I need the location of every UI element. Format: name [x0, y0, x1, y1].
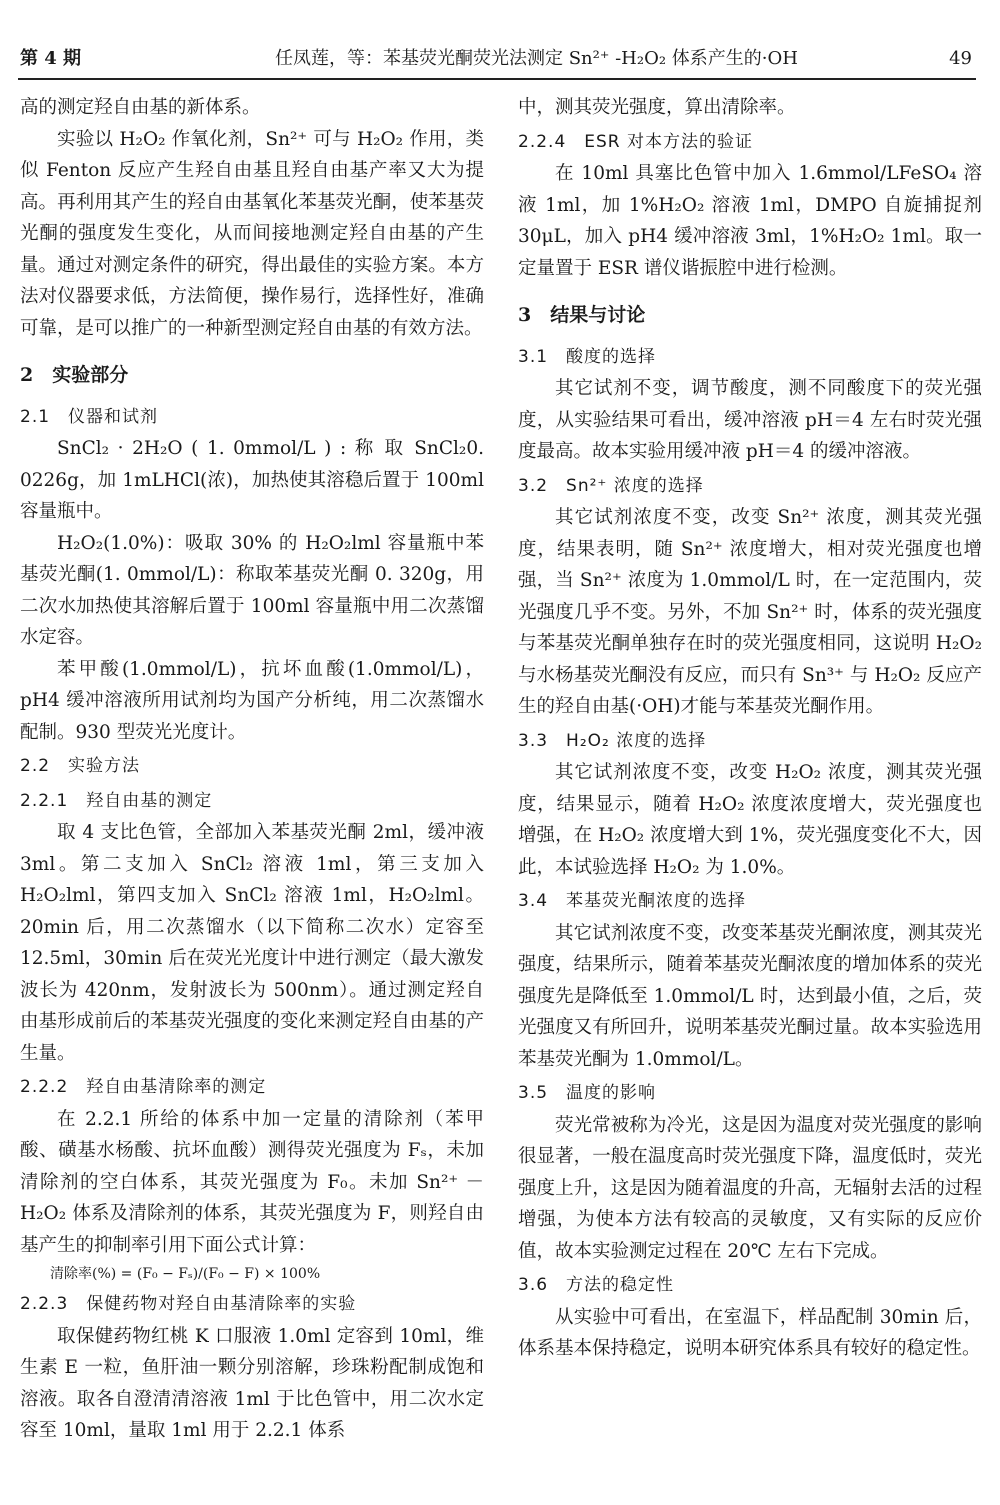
inhibition-rate-formula: 清除率(%) = (F₀ − Fₛ)/(F₀ − F) × 100% — [50, 1266, 321, 1282]
subsection-2-2-heading: 2.2 实验方法 — [20, 756, 141, 776]
subsection-3-5-heading: 3.5 温度的影响 — [518, 1083, 657, 1103]
running-header — [20, 44, 972, 74]
issue-number: 第 4 期 — [20, 48, 82, 69]
paragraph-2-2-2: 在 2.2.1 所给的体系中加一定量的清除剂（苯甲酸、磺基水杨酸、抗坏血酸）测得荧光强度为 Fₛ，未加清除剂的空白体系，其荧光强度为 F₀。未加 Sn²⁺ － H₂O₂ 体系及清除剂的体系，其荧光强度为 F，则羟自由基产生的抑制率引用下面公式计算： — [20, 1108, 484, 1256]
page-number: 49 — [949, 48, 972, 69]
intro-paragraph: 实验以 H₂O₂ 作氧化剂，Sn²⁺ 可与 H₂O₂ 作用，类似 Fenton 反应产生羟自由基且羟自由基产率又大为提高。再利用其产生的羟自由基氧化苯基荧光酮，使苯基荧光酮的强度发生变化，从而间接地测定羟自由基的产生量。通过对测定条件的研究，得出最佳的实验方案。本方法对仪器要求低，方法简便，操作易行，选择性好，准确可靠，是可以推广的一种新型测定羟自由基的有效方法。 — [20, 128, 484, 339]
subsection-3-3-heading: 3.3 H₂O₂ 浓度的选择 — [518, 730, 707, 751]
paragraph-2-2-3: 取保健药物红桃 K 口服液 1.0ml 定容到 10ml，维生素 E 一粒，鱼肝油一颗分别溶解，珍珠粉配制成饱和溶液。取各自澄清清溶液 1ml 于比色管中，用二次水定容至 10ml，量取 1ml 用于 2.2.1 体系 — [20, 1325, 484, 1441]
section-2-heading: 2 实验部分 — [20, 364, 129, 386]
left-column — [20, 92, 484, 1447]
subsection-2-2-3-heading: 2.2.3 保健药物对羟自由基清除率的实验 — [20, 1294, 357, 1314]
paragraph-2-2-3-continued: 中，测其荧光强度，算出清除率。 — [518, 97, 796, 118]
subsection-2-2-4-heading: 2.2.4 ESR 对本方法的验证 — [518, 131, 754, 152]
subsection-3-2-heading: 3.2 Sn²⁺ 浓度的选择 — [518, 475, 704, 496]
paragraph-3-4: 其它试剂浓度不变，改变苯基荧光酮浓度，测其荧光强度，结果所示，随着苯基荧光酮浓度的增加体系的荧光强度先是降低至 1.0mmol/L 时，达到最小值，之后，荧光强度又有所回升，说明苯基荧光酮过量。故本实验选用苯基荧光酮为 1.0mmol/L。 — [518, 922, 982, 1070]
paragraph-2-1-c: 苯甲酸(1.0mmol/L)，抗坏血酸(1.0mmol/L)，pH4 缓冲溶液所用试剂均为国产分析纯，用二次蒸馏水配制。930 型荧光光度计。 — [20, 658, 484, 743]
subsection-3-1-heading: 3.1 酸度的选择 — [518, 346, 657, 367]
paragraph-3-5: 荧光常被称为冷光，这是因为温度对荧光强度的影响很显著，一般在温度高时荧光强度下降，温度低时，荧光强度上升，这是因为随着温度的升高，无辐射去活的过程增强，为使本方法有较高的灵敏度，又有实际的反应价值，故本实验测定过程在 20℃ 左右下完成。 — [518, 1114, 982, 1262]
subsection-2-1-heading: 2.1 仪器和试剂 — [20, 406, 159, 427]
paragraph-2-1-b: H₂O₂(1.0%)：吸取 30% 的 H₂O₂lml 容量瓶中苯基荧光酮(1. 0mmol/L)：称取苯基荧光酮 0. 320g，用二次水加热使其溶解后置于 100ml 容量瓶中用二次蒸馏水定容。 — [20, 532, 484, 648]
header-rule — [18, 78, 976, 80]
paragraph-3-3: 其它试剂浓度不变，改变 H₂O₂ 浓度，测其荧光强度，结果显示，随着 H₂O₂ 浓度浓度增大，荧光强度也增强，在 H₂O₂ 浓度增大到 1%，荧光强度变化不大，因此，本试验选择 H₂O₂ 为 1.0%。 — [518, 762, 982, 878]
subsection-2-2-2-heading: 2.2.2 羟自由基清除率的测定 — [20, 1077, 267, 1097]
subsection-3-4-heading: 3.4 苯基荧光酮浓度的选择 — [518, 891, 747, 911]
paragraph-2-2-1: 取 4 支比色管，全部加入苯基荧光酮 2ml，缓冲液 3ml。第二支加入 SnCl₂ 溶液 1ml，第三支加入 H₂O₂lml，第四支加入 SnCl₂ 溶液 1ml，H₂O₂lml。20min 后，用二次蒸馏水（以下简称二次水）定容至 12.5ml，30min 后在荧光光度计中进行测定（最大激发波长为 420nm，发射波长为 500nm）。通过测定羟自由基形成前后的苯基荧光强度的变化来测定羟自由基的产生量。 — [20, 822, 484, 1064]
paragraph-2-1-a: SnCl₂ · 2H₂O ( 1. 0mmol/L ) : 称 取 SnCl₂0. 0226g，加 1mLHCl(浓)，加热使其溶稳后置于 100ml 容量瓶中。 — [20, 438, 484, 522]
right-column — [518, 92, 982, 1365]
intro-tail: 高的测定羟自由基的新体系。 — [20, 97, 261, 118]
subsection-2-2-1-heading: 2.2.1 羟自由基的测定 — [20, 790, 213, 811]
running-title: 任凤莲，等：苯基荧光酮荧光法测定 Sn²⁺ -H₂O₂ 体系产生的·OH — [275, 48, 798, 69]
section-3-heading: 3 结果与讨论 — [518, 304, 646, 326]
paragraph-3-6: 从实验中可看出，在室温下，样品配制 30min 后，体系基本保持稳定，说明本研究体系具有较好的稳定性。 — [518, 1306, 982, 1359]
subsection-3-6-heading: 3.6 方法的稳定性 — [518, 1275, 675, 1295]
paragraph-2-2-4: 在 10ml 具塞比色管中加入 1.6mmol/LFeSO₄ 溶液 1ml，加 1%H₂O₂ 溶液 1ml，DMPO 自旋捕捉剂 30μL，加入 pH4 缓冲溶液 3ml，1%H₂O₂ 1ml。取一定量置于 ESR 谱仪谐振腔中进行检测。 — [518, 163, 982, 279]
paragraph-3-1: 其它试剂不变，调节酸度，测不同酸度下的荧光强度，从实验结果可看出，缓冲溶液 pH＝4 左右时荧光强度最高。故本实验用缓冲液 pH＝4 的缓冲溶液。 — [518, 378, 982, 462]
paragraph-3-2: 其它试剂浓度不变，改变 Sn²⁺ 浓度，测其荧光强度，结果表明，随 Sn²⁺ 浓度增大，相对荧光强度也增强，当 Sn²⁺ 浓度为 1.0mmol/L 时，在一定范围内，荧光强度几乎不变。另外，不加 Sn²⁺ 时，体系的荧光强度与苯基荧光酮单独存在时的荧光强度相同，这说明 H₂O₂ 与水杨基荧光酮没有反应，而只有 Sn³⁺ 与 H₂O₂ 反应产生的羟自由基(·OH)才能与苯基荧光酮作用。 — [518, 507, 982, 717]
